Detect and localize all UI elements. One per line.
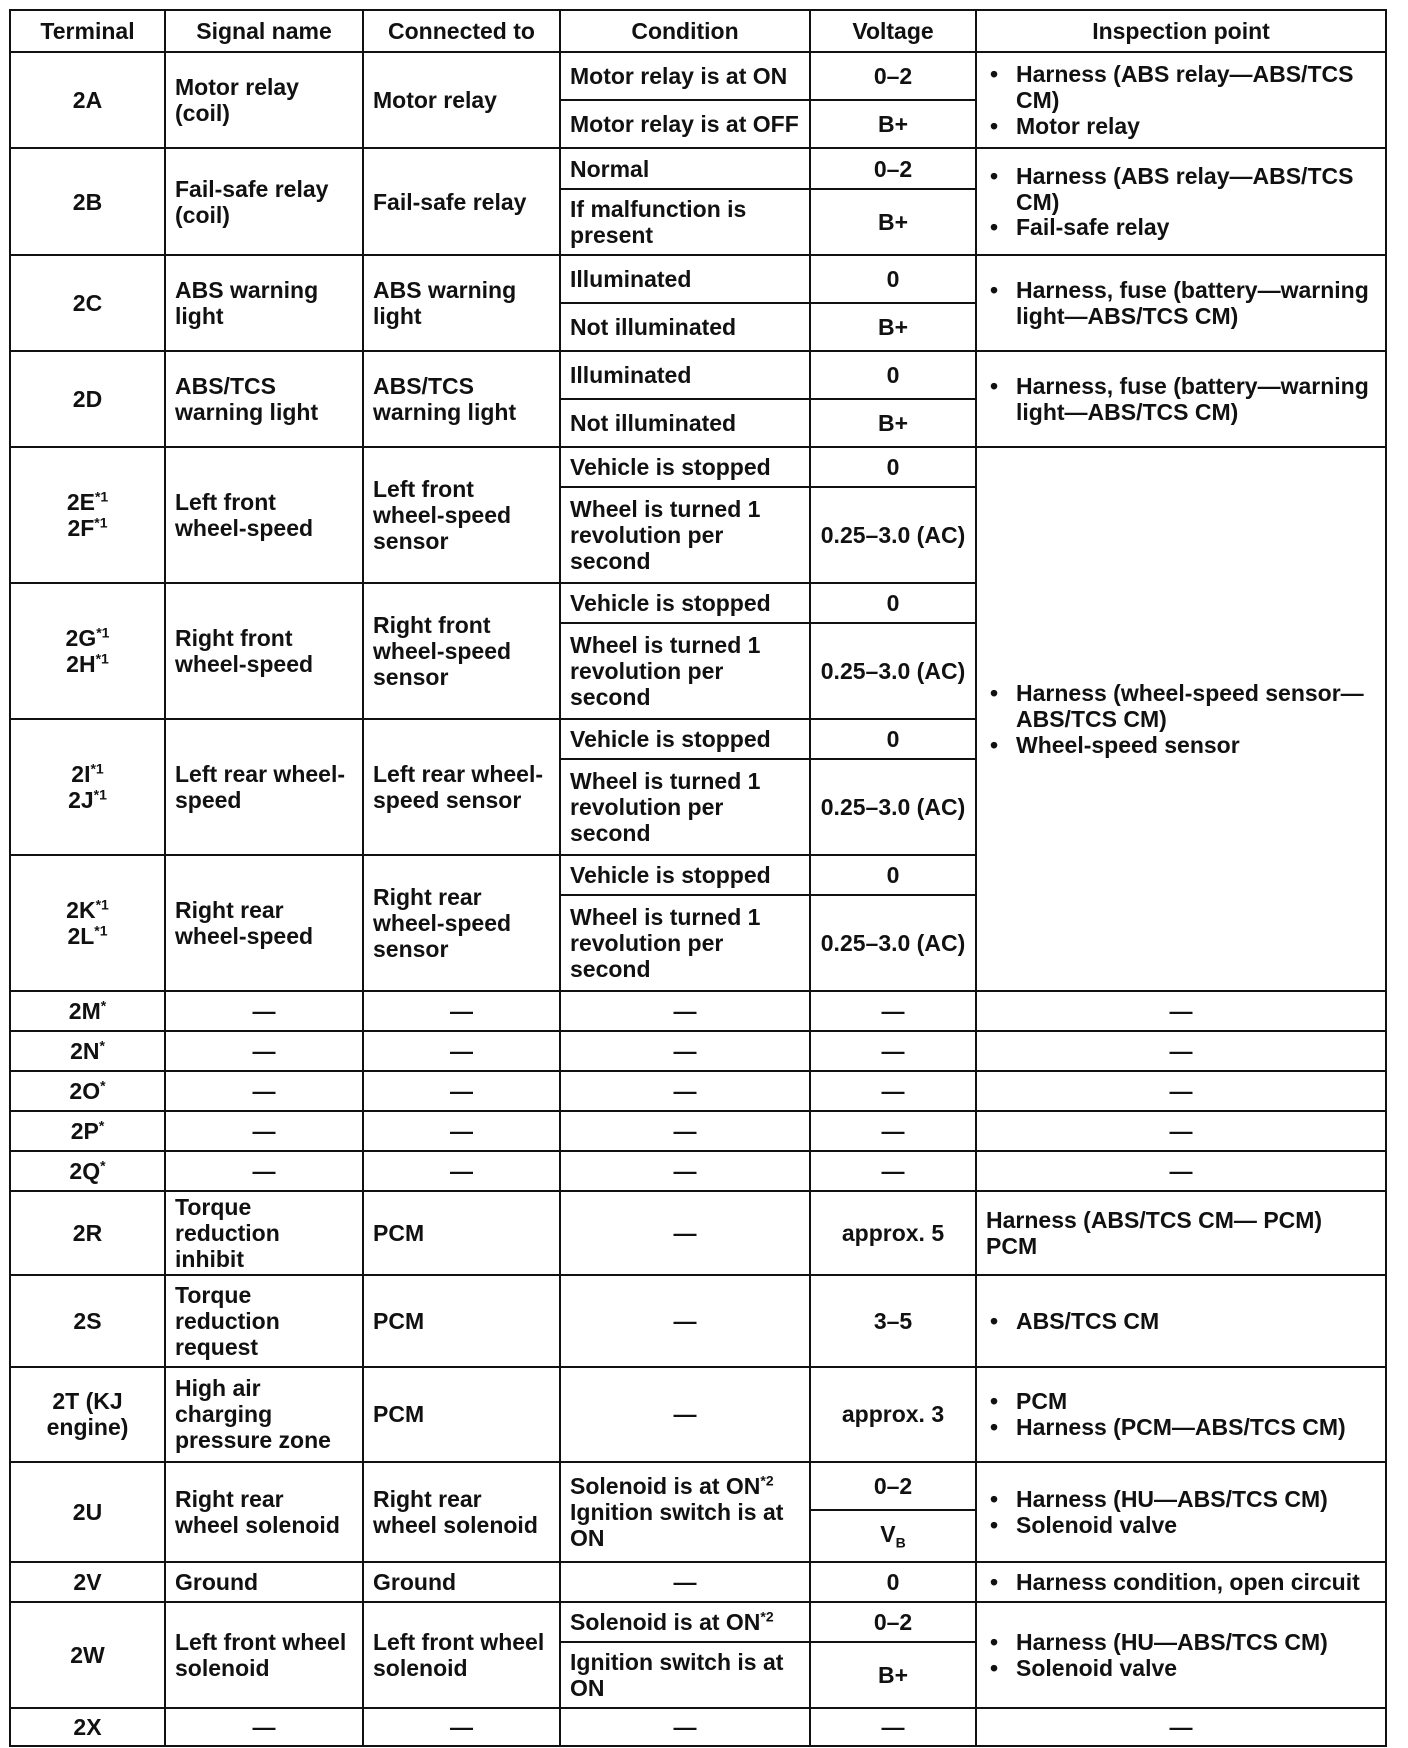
header-connected-to: Connected to: [363, 10, 560, 52]
voltage-cell: 0: [810, 255, 976, 303]
signal-name-cell: Right rear wheel solenoid: [165, 1462, 363, 1562]
terminal-cell: 2B: [10, 148, 165, 255]
condition-cell: [560, 1602, 810, 1642]
voltage-cell: 0: [810, 719, 976, 759]
connected-to-cell: Right rear wheel-speed sensor: [363, 855, 560, 991]
connected-to-cell: Right rear wheel solenoid: [363, 1462, 560, 1562]
table-row: [10, 1031, 1386, 1071]
connected-to-cell: Ground: [363, 1562, 560, 1602]
table-row: [10, 1562, 1386, 1602]
connected-to-cell: ABS/TCS warning light: [363, 351, 560, 447]
voltage-cell: B+: [810, 1642, 976, 1708]
connected-to-cell: —: [363, 1151, 560, 1191]
terminal-label: 2M: [68, 998, 101, 1024]
inspection-point-cell: [976, 1602, 1386, 1708]
table-row: [10, 1462, 1386, 1510]
terminal-cell: 2S: [10, 1275, 165, 1367]
inspection-point-cell: [976, 52, 1386, 148]
inspection-item: • Harness, fuse (battery—warning light—ABS/TCS CM): [986, 277, 1376, 329]
inspection-point-cell: —: [976, 1151, 1386, 1191]
voltage-cell: 0: [810, 583, 976, 623]
voltage-subscript: B: [895, 1534, 906, 1551]
inspection-item: • Harness (ABS relay—ABS/TCS CM): [986, 163, 1376, 215]
table-row: [10, 1602, 1386, 1642]
terminal-cell: [10, 583, 165, 719]
voltage-cell: [810, 1510, 976, 1562]
table-row: [10, 351, 1386, 399]
signal-name-cell: —: [165, 1071, 363, 1111]
terminal-label: 2K: [66, 897, 96, 924]
table-row: [10, 447, 1386, 487]
inspection-point-cell: —: [976, 1031, 1386, 1071]
condition-cell: Not illuminated: [560, 399, 810, 447]
terminal-voltage-table: [9, 9, 1387, 1747]
signal-name-cell: —: [165, 1111, 363, 1151]
terminal-cell: [10, 1111, 165, 1151]
table-row: [10, 1151, 1386, 1191]
signal-name-cell: Left front wheel solenoid: [165, 1602, 363, 1708]
header-condition: Condition: [560, 10, 810, 52]
connected-to-cell: Left front wheel solenoid: [363, 1602, 560, 1708]
signal-name-cell: Ground: [165, 1562, 363, 1602]
terminal-label: 2O: [69, 1078, 101, 1104]
table-row: [10, 1275, 1386, 1367]
inspection-item: • Harness condition, open circuit: [986, 1569, 1376, 1595]
terminal-voltage-table-sheet: [9, 9, 1385, 1747]
terminal-label: 2N: [70, 1038, 100, 1064]
voltage-cell: 0: [810, 351, 976, 399]
header-signal-name: Signal name: [165, 10, 363, 52]
signal-name-cell: Right rear wheel-speed: [165, 855, 363, 991]
signal-name-cell: —: [165, 1031, 363, 1071]
footnote-mark: *: [100, 1077, 106, 1094]
terminal-cell: [10, 991, 165, 1031]
condition-text: Solenoid is at ON: [570, 1608, 761, 1635]
terminal-label: 2L: [67, 923, 95, 949]
terminal-cell: 2D: [10, 351, 165, 447]
terminal-cell: [10, 1071, 165, 1111]
voltage-cell: B+: [810, 399, 976, 447]
terminal-cell: [10, 447, 165, 583]
table-row: [10, 52, 1386, 100]
condition-cell: Not illuminated: [560, 303, 810, 351]
condition-text: Solenoid is at ON: [570, 1472, 761, 1499]
terminal-label: 2J: [68, 787, 94, 813]
connected-to-cell: Fail-safe relay: [363, 148, 560, 255]
voltage-cell: B+: [810, 303, 976, 351]
inspection-item: • ABS/TCS CM: [986, 1308, 1376, 1334]
voltage-symbol: V: [880, 1520, 896, 1547]
signal-name-cell: Fail-safe relay (coil): [165, 148, 363, 255]
condition-cell: Illuminated: [560, 351, 810, 399]
voltage-cell: B+: [810, 100, 976, 148]
terminal-label: 2F: [67, 515, 95, 541]
footnote-mark: *: [98, 1117, 105, 1134]
connected-to-cell: PCM: [363, 1367, 560, 1462]
inspection-point-cell: —: [976, 1111, 1386, 1151]
terminal-cell: 2X: [10, 1708, 165, 1746]
footnote-mark: *1: [95, 650, 109, 667]
footnote-mark: *2: [760, 1608, 774, 1625]
inspection-point-cell: [976, 1191, 1386, 1275]
condition-cell: Ignition switch is at ON: [560, 1642, 810, 1708]
connected-to-cell: Left front wheel-speed sensor: [363, 447, 560, 583]
header-row: [10, 10, 1386, 52]
voltage-cell: 0–2: [810, 52, 976, 100]
inspection-item: • Harness, fuse (battery—warning light—ABS/TCS CM): [986, 373, 1376, 425]
inspection-line: PCM: [986, 1232, 1038, 1259]
condition-cell: —: [560, 1031, 810, 1071]
voltage-cell: 0: [810, 1562, 976, 1602]
condition-cell: Vehicle is stopped: [560, 719, 810, 759]
condition-cell: Motor relay is at ON: [560, 52, 810, 100]
terminal-label: 2G: [65, 625, 97, 652]
connected-to-cell: —: [363, 1071, 560, 1111]
connected-to-cell: —: [363, 1708, 560, 1746]
connected-to-cell: Right front wheel-speed sensor: [363, 583, 560, 719]
voltage-cell: 0.25–3.0 (AC): [810, 487, 976, 583]
signal-name-cell: Motor relay (coil): [165, 52, 363, 148]
footnote-mark: *1: [96, 624, 110, 641]
inspection-item: • PCM: [986, 1388, 1376, 1414]
terminal-cell: 2W: [10, 1602, 165, 1708]
voltage-cell: 0: [810, 855, 976, 895]
condition-cell: If malfunction is present: [560, 189, 810, 255]
condition-cell: —: [560, 1708, 810, 1746]
header-voltage: Voltage: [810, 10, 976, 52]
signal-name-cell: —: [165, 1151, 363, 1191]
footnote-mark: *1: [94, 514, 108, 531]
terminal-cell: 2A: [10, 52, 165, 148]
voltage-cell: 0: [810, 447, 976, 487]
voltage-cell: —: [810, 1071, 976, 1111]
voltage-cell: 0–2: [810, 1462, 976, 1510]
condition-cell: —: [560, 1367, 810, 1462]
inspection-item: • Harness (HU—ABS/TCS CM): [986, 1486, 1376, 1512]
signal-name-cell: ABS/TCS warning light: [165, 351, 363, 447]
condition-cell: Normal: [560, 148, 810, 189]
inspection-point-cell: [976, 351, 1386, 447]
connected-to-cell: —: [363, 1111, 560, 1151]
inspection-item: • Wheel-speed sensor: [986, 732, 1376, 758]
connected-to-cell: Motor relay: [363, 52, 560, 148]
footnote-mark: *1: [90, 760, 104, 777]
inspection-point-cell: [976, 148, 1386, 255]
signal-name-cell: High air charging pressure zone: [165, 1367, 363, 1462]
connected-to-cell: —: [363, 1031, 560, 1071]
voltage-cell: 0.25–3.0 (AC): [810, 895, 976, 991]
table-row: [10, 991, 1386, 1031]
condition-cell: —: [560, 1191, 810, 1275]
inspection-line: Harness (ABS/TCS CM— PCM): [986, 1206, 1323, 1233]
terminal-label: 2I: [71, 761, 91, 788]
signal-name-cell: ABS warning light: [165, 255, 363, 351]
inspection-item: • Harness (PCM—ABS/TCS CM): [986, 1414, 1376, 1440]
inspection-point-cell: —: [976, 991, 1386, 1031]
terminal-label: 2H: [66, 651, 96, 677]
terminal-cell: [10, 855, 165, 991]
table-row: [10, 1071, 1386, 1111]
inspection-item: • Motor relay: [986, 113, 1376, 139]
condition-cell: —: [560, 1562, 810, 1602]
signal-name-cell: Torque reduction request: [165, 1275, 363, 1367]
footnote-mark: *: [100, 1157, 106, 1174]
footnote-mark: *2: [760, 1472, 774, 1489]
condition-cell: Wheel is turned 1 revolution per second: [560, 487, 810, 583]
condition-cell: Vehicle is stopped: [560, 855, 810, 895]
inspection-item: • Harness (ABS relay—ABS/TCS CM): [986, 61, 1376, 113]
terminal-cell: [10, 719, 165, 855]
header-terminal: Terminal: [10, 10, 165, 52]
terminal-cell: 2T (KJ engine): [10, 1367, 165, 1462]
voltage-cell: —: [810, 1708, 976, 1746]
condition-text: Ignition switch is at ON: [570, 1498, 784, 1551]
terminal-cell: [10, 1151, 165, 1191]
footnote-mark: *1: [95, 896, 109, 913]
condition-cell: —: [560, 1071, 810, 1111]
table-row: [10, 1708, 1386, 1746]
signal-name-cell: Right front wheel-speed: [165, 583, 363, 719]
terminal-label: 2E: [66, 489, 95, 516]
footnote-mark: *: [99, 1037, 105, 1054]
terminal-cell: 2R: [10, 1191, 165, 1275]
inspection-item: • Harness (HU—ABS/TCS CM): [986, 1629, 1376, 1655]
table-row: [10, 1191, 1386, 1275]
terminal-cell: [10, 1031, 165, 1071]
signal-name-cell: Left rear wheel-speed: [165, 719, 363, 855]
condition-cell: Illuminated: [560, 255, 810, 303]
terminal-label: 2Q: [69, 1158, 101, 1184]
terminal-cell: 2U: [10, 1462, 165, 1562]
inspection-item: • Solenoid valve: [986, 1655, 1376, 1681]
inspection-point-cell: [976, 447, 1386, 991]
terminal-cell: 2C: [10, 255, 165, 351]
inspection-point-cell: [976, 255, 1386, 351]
voltage-cell: —: [810, 1111, 976, 1151]
voltage-cell: —: [810, 991, 976, 1031]
table-row: [10, 1111, 1386, 1151]
voltage-cell: approx. 3: [810, 1367, 976, 1462]
condition-cell: —: [560, 1111, 810, 1151]
footnote-mark: *1: [94, 488, 109, 505]
inspection-item: • Fail-safe relay: [986, 214, 1376, 240]
footnote-mark: *1: [93, 786, 107, 803]
terminal-cell: 2V: [10, 1562, 165, 1602]
voltage-cell: 0.25–3.0 (AC): [810, 759, 976, 855]
signal-name-cell: —: [165, 1708, 363, 1746]
condition-cell: —: [560, 991, 810, 1031]
footnote-mark: *: [100, 997, 107, 1014]
signal-name-cell: Left front wheel-speed: [165, 447, 363, 583]
connected-to-cell: PCM: [363, 1275, 560, 1367]
inspection-item: • Harness (wheel-speed sensor—ABS/TCS CM): [986, 680, 1376, 732]
inspection-point-cell: [976, 1275, 1386, 1367]
condition-cell: Wheel is turned 1 revolution per second: [560, 759, 810, 855]
header-inspection-point: Inspection point: [976, 10, 1386, 52]
signal-name-cell: —: [165, 991, 363, 1031]
connected-to-cell: ABS warning light: [363, 255, 560, 351]
signal-name-cell: Torque reduction inhibit: [165, 1191, 363, 1275]
condition-cell: —: [560, 1275, 810, 1367]
condition-cell: —: [560, 1151, 810, 1191]
voltage-cell: B+: [810, 189, 976, 255]
inspection-point-cell: —: [976, 1708, 1386, 1746]
condition-cell: Vehicle is stopped: [560, 583, 810, 623]
condition-cell: Motor relay is at OFF: [560, 100, 810, 148]
inspection-point-cell: [976, 1562, 1386, 1602]
voltage-cell: —: [810, 1031, 976, 1071]
voltage-cell: approx. 5: [810, 1191, 976, 1275]
inspection-item: • Solenoid valve: [986, 1512, 1376, 1538]
connected-to-cell: PCM: [363, 1191, 560, 1275]
table-row: [10, 255, 1386, 303]
table-row: [10, 1367, 1386, 1462]
inspection-point-cell: [976, 1367, 1386, 1462]
footnote-mark: *1: [94, 922, 108, 939]
voltage-cell: —: [810, 1151, 976, 1191]
condition-cell: Vehicle is stopped: [560, 447, 810, 487]
inspection-point-cell: [976, 1462, 1386, 1562]
condition-cell: Wheel is turned 1 revolution per second: [560, 895, 810, 991]
terminal-label: 2P: [70, 1118, 99, 1144]
voltage-cell: 0–2: [810, 1602, 976, 1642]
connected-to-cell: Left rear wheel-speed sensor: [363, 719, 560, 855]
voltage-cell: 3–5: [810, 1275, 976, 1367]
condition-cell: [560, 1462, 810, 1562]
voltage-cell: 0.25–3.0 (AC): [810, 623, 976, 719]
inspection-point-cell: —: [976, 1071, 1386, 1111]
voltage-cell: 0–2: [810, 148, 976, 189]
connected-to-cell: —: [363, 991, 560, 1031]
table-row: [10, 148, 1386, 189]
condition-cell: Wheel is turned 1 revolution per second: [560, 623, 810, 719]
